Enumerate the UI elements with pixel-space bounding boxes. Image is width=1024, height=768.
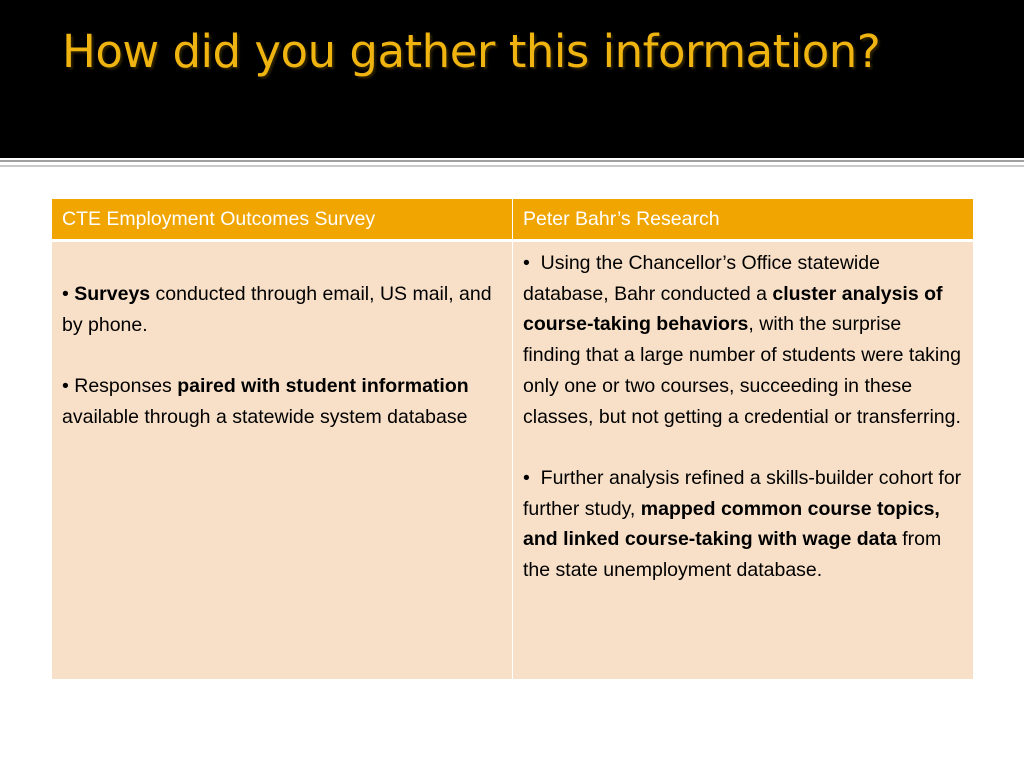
paragraph-gap [62,340,502,371]
slide-title: How did you gather this information? [62,25,881,78]
divider-line-bottom [0,165,1024,167]
further-analysis-bullet [523,463,963,586]
cell-cte-survey [52,241,513,680]
body-text: , with the surprise finding that a large number of students were taking only one or two courses, succeeding in these classes, but not getting a credential or transferring. [523,313,961,428]
survey-methods-bullet [62,279,502,340]
body-text: available through a statewide system database [62,405,468,428]
cluster-analysis-bullet [523,248,963,432]
bullet-marker: • [62,283,69,305]
bullet-marker: • [523,252,530,274]
responses-bullet [62,371,502,432]
divider-line-top [0,160,1024,162]
comparison-table [51,198,974,680]
emphasis-text: mapped common course topics, and linked course-taking with wage data [523,497,940,551]
header-cte-survey: CTE Employment Outcomes Survey [52,199,513,241]
title-band [0,0,1024,158]
emphasis-text: paired with student information [177,375,469,398]
body-text: Responses [74,375,178,398]
body-text: from the state unemployment database. [523,528,942,582]
emphasis-text: cluster analysis of course-taking behaviors [523,282,943,336]
cell-bahr-research [513,241,974,680]
table-header-row [52,199,974,241]
paragraph-gap [523,432,963,463]
body-text: Using the Chancellor’s Office statewide database, Bahr conducted a [523,252,880,305]
bullet-marker: • [62,375,69,398]
header-bahr-research: Peter Bahr’s Research [513,199,974,241]
emphasis-text: Surveys [74,283,151,305]
bullet-marker: • [523,466,530,489]
body-text: conducted through email, US mail, and by phone. [62,283,492,336]
body-text: Further analysis refined a skills-builder cohort for further study, [523,466,962,520]
table-row [52,241,974,680]
